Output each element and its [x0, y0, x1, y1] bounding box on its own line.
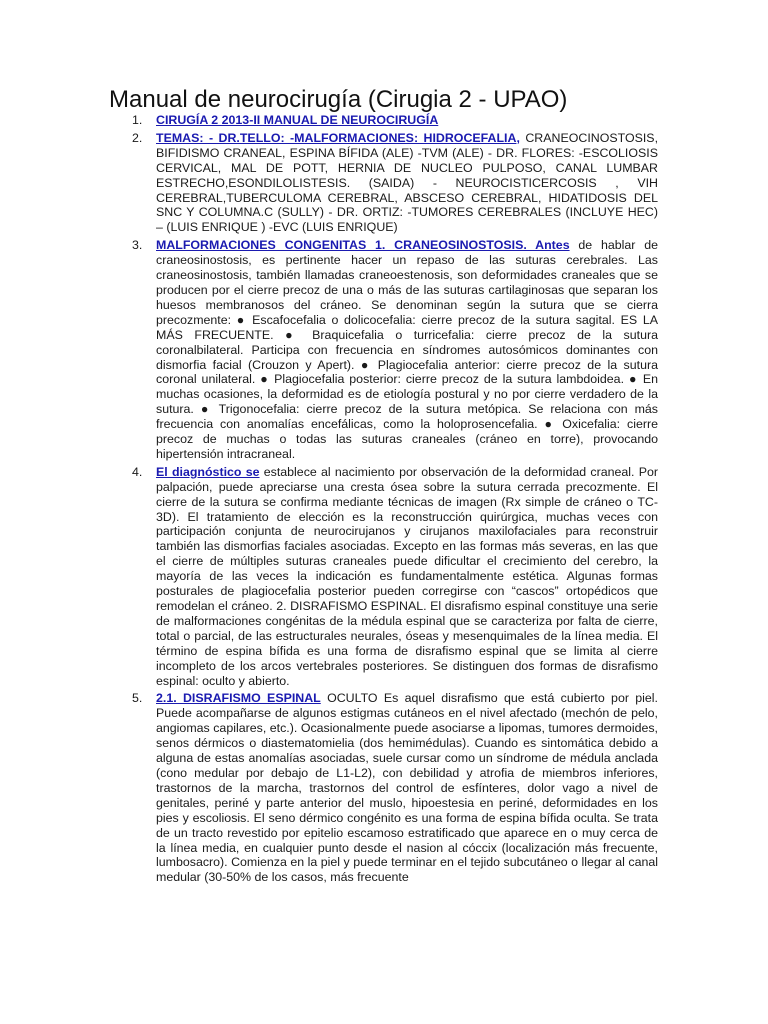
list-item: [108, 238, 658, 462]
item-link[interactable]: 2.1. DISRAFISMO ESPINAL: [156, 691, 321, 706]
item-link[interactable]: CIRUGÍA 2 2013-II MANUAL DE NEUROCIRUGÍA: [156, 113, 439, 127]
item-text: CRANEOCINOSTOSIS, BIFIDISMO CRANEAL, ESPINA BÍFIDA (ALE) -TVM (ALE) - DR. FLORES: -ESCOLIOSIS CERVICAL, MAL DE POTT, HERNIA DE NUCLEO PULPOSO, CANAL LUMBAR ESTRECHO,ESONDILOLISTESIS. (SAIDA) - NEUROCISTICERCOSIS , VIH CEREBRAL,TUBERCULOMA CEREBRAL, ABSCESO CEREBRAL, HIDATIDOSIS DEL SNC Y COLUMNA.C (SULLY) - DR. ORTIZ: -TUMORES CEREBRALES (INCLUYE HEC) – (LUIS ENRIQUE ) -EVC (LUIS ENRIQUE): [156, 130, 659, 235]
item-text: OCULTO Es aquel disrafismo que está cubierto por piel. Puede acompañarse de algunos estigmas cutáneos en el nivel afectado (mechón de pelo, angiomas capilares, etc.). Ocasionalmente puede asociarse a lipomas, tumores dermoides, senos dérmicos o diastematomielia (dos hemimédulas). Cuando es sintomática debido a alguna de estas anomalías asociadas, suele cursar como un síndrome de médula anclada (cono medular por debajo de L1-L2), con debilidad y atrofia de miembros inferiores, trastornos de la marcha, trastornos del control de esfínteres, dolor vago a nivel de genitales, periné y parte anterior del muslo, hipoestesia en periné, deformidades en los pies y escoliosis. El seno dérmico congénito es una forma de espina bífida oculta. Se trata de un tracto revestido por epitelio escamoso estratificado que aparece en o muy cerca de la línea media, en cualquier punto desde el nasion al cóccix (localización más frecuente, lumbosacro). Comienza en la piel y puede terminar en el tejido subcutáneo o llegar al canal medular (30-50% de los casos, más frecuente: [156, 691, 658, 885]
item-number: 5.: [132, 691, 143, 706]
item-link[interactable]: El diagnóstico se: [156, 464, 260, 479]
item-number: 4.: [132, 464, 143, 479]
item-link[interactable]: MALFORMACIONES CONGENITAS 1. CRANEOSINOSTOSIS. Antes: [156, 238, 570, 253]
list-item: [108, 113, 658, 128]
item-text: de hablar de craneosinostosis, es pertinente hacer un repaso de las suturas cerebrales. Las craneosinostosis, también llamadas craneoestenosis, son deformidades craneales que se producen por el cierre precoz de una o más de las suturas cartilaginosas que separan los huesos membranosos del cráneo. Se denominan según la sutura que se cierra precozmente: ● Escafocefalia o dolicocefalia: cierre precoz de la sutura sagital. ES LA MÁS FRECUENTE. ● Braquicefalia o turricefalia: cierre precoz de la sutura coronalbilateral. Participa con frecuencia en síndromes autosómicos dominantes con dismorfia facial (Crouzon y Apert). ● Plagiocefalia anterior: cierre precoz de la sutura coronal unilateral. ● Plagiocefalia posterior: cierre precoz de la sutura lambdoidea. ● En muchas ocasiones, la deformidad es de etiología postural y no por cierre verdadero de la sutura. ● Trigonocefalia: cierre precoz de la sutura metópica. Se relaciona con más frecuencia con anomalías encefálicas, como la holoprosencefalia. ● Oxicefalia: cierre precoz de muchas o todas las suturas craneales (cráneo en torre), provocando hipertensión intracraneal.: [156, 238, 658, 461]
document-title: Manual de neurocirugía (Cirugia 2 - UPAO): [109, 86, 568, 113]
numbered-list: [108, 113, 658, 888]
item-text: establece al nacimiento por observación de la deformidad craneal. Por palpación, puede apreciarse una cresta ósea sobre la sutura cerrada precozmente. El cierre de la sutura se confirma mediante técnicas de imagen (Rx simple de cráneo o TC-3D). El tratamiento de elección es la reconstrucción quirúrgica, muchas veces con participación conjunta de neurocirujanos y cirujanos maxilofaciales para reconstruir también las dismorfias faciales asociadas. Excepto en las formas más severas, en las que el cierre de múltiples suturas craneales puede dificultar el crecimiento del cerebro, la mayoría de las veces la indicación es fundamentalmente estética. Algunas formas posturales de plagiocefalia posterior pueden corregirse con “cascos” ortopédicos que remodelan el cráneo. 2. DISRAFISMO ESPINAL. El disrafismo espinal constituye una serie de malformaciones congénitas de la médula espinal que se caracteriza por falta de cierre, total o parcial, de las estructurales neurales, óseas y mesenquimales de la línea media. El término de espina bífida es una forma de disrafismo espinal que se limita al cierre incompleto de los arcos vertebrales posteriores. Se distinguen dos formas de disrafismo espinal: oculto y abierto.: [156, 464, 658, 688]
item-number: 2.: [132, 130, 143, 145]
item-link[interactable]: TEMAS: - DR.TELLO: -MALFORMACIONES: HIDROCEFALIA,: [156, 130, 520, 145]
item-number: 3.: [132, 238, 143, 253]
list-item: [108, 691, 658, 885]
item-number: 1.: [132, 113, 143, 127]
list-item: [108, 131, 658, 235]
list-item: [108, 465, 658, 689]
